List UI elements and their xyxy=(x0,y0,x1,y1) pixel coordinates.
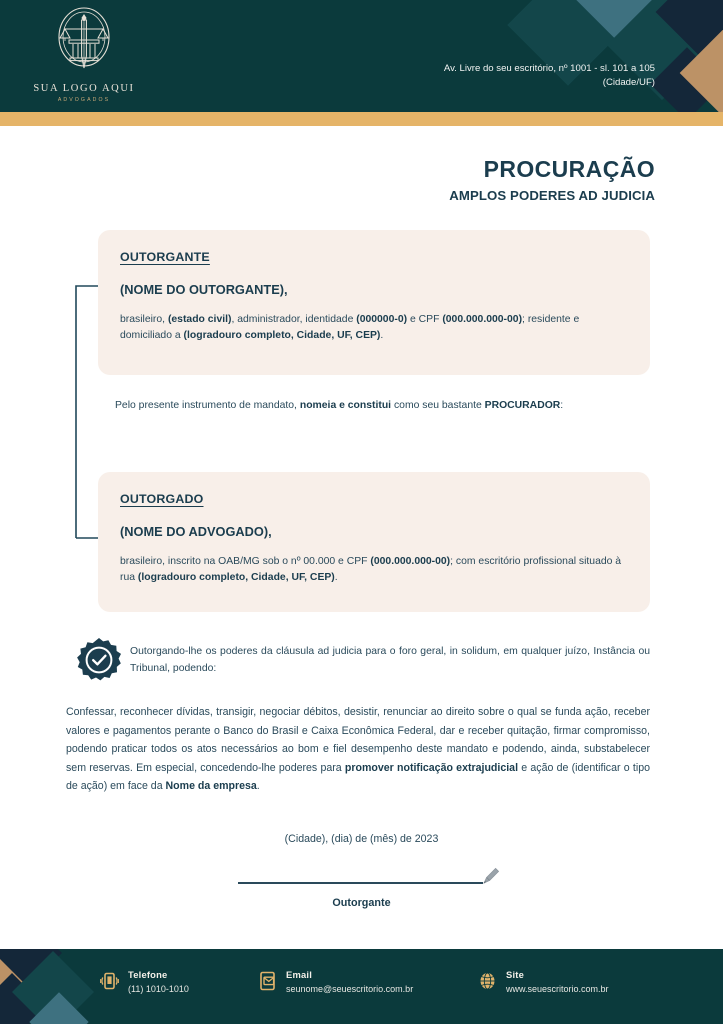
outorgante-heading: OUTORGANTE xyxy=(120,250,210,264)
header-address-line-1: Av. Livre do seu escritório, nº 1001 - sl. 101 a 105 xyxy=(443,63,655,74)
header-diamond-decoration xyxy=(493,0,723,112)
footer-email-label: Email xyxy=(286,969,313,980)
gold-accent-bar xyxy=(0,112,723,126)
outorgante-card xyxy=(98,230,650,375)
logo-name: SUA LOGO AQUI xyxy=(33,83,135,94)
title-block xyxy=(449,156,655,203)
powers-body: Confessar, reconhecer dívidas, transigir, negociar débitos, desistir, renunciar ao direito sobre o qual se funda ação, receber valores e pagamentos perante o Banco do Brasil e Caixa Econômica Federal, dar e receber quitação, firmar compromisso, podendo praticar todos os atos necessários ao bom e fiel desempenho deste mandato e podendo, ainda, substabelecer sem reservas. Em especial, concedendo-lhe poderes para promover notificação extrajudicial e ação de (identificar o tipo de ação) em face da Nome da empresa. xyxy=(66,706,650,792)
email-icon xyxy=(258,970,277,992)
powers-intro: Outorgando-lhe os poderes da cláusula ad judicia para o foro geral, in solidum, em qualquer juízo, Instância ou Tribunal, podendo: xyxy=(130,646,650,674)
phone-icon xyxy=(100,970,119,992)
signature-date: (Cidade), (dia) de (mês) de 2023 xyxy=(284,833,439,845)
footer-email-value: seunome@seuescritorio.com.br xyxy=(286,984,414,994)
footer-contact-phone xyxy=(100,969,189,994)
logo-subtitle: ADVOGADOS xyxy=(57,97,111,103)
page-title: PROCURAÇÃO xyxy=(483,156,655,182)
pen-icon xyxy=(481,866,501,886)
middle-paragraph: Pelo presente instrumento de mandato, nomeia e constitui como seu bastante PROCURADOR: xyxy=(115,400,564,411)
globe-icon xyxy=(478,970,497,992)
signature-label: Outorgante xyxy=(332,897,391,909)
page-header xyxy=(0,0,723,112)
header-address-line-2: (Cidade/UF) xyxy=(602,77,655,88)
outorgado-body: brasileiro, inscrito na OAB/MG sob o nº 00.000 e CPF (000.000.000-00); com escritório profissional situado à rua (logradouro completo, Cidade, UF, CEP). xyxy=(120,556,622,583)
outorgante-body: brasileiro, (estado civil), administrador, identidade (000000-0) e CPF (000.000.000-00); residente e domiciliado a (logradouro completo, Cidade, UF, CEP). xyxy=(120,314,580,341)
page-subtitle: AMPLOS PODERES AD JUDICIA xyxy=(449,188,655,203)
logo xyxy=(24,6,144,103)
footer-phone-label: Telefone xyxy=(128,969,168,980)
outorgado-name: (NOME DO ADVOGADO), xyxy=(120,524,272,539)
seal-check-badge-icon xyxy=(76,638,122,684)
footer-site-value: www.seuescritorio.com.br xyxy=(506,984,609,994)
outorgado-heading: OUTORGADO xyxy=(120,492,204,506)
signature-line xyxy=(238,882,483,884)
footer-contact-email xyxy=(258,969,413,994)
footer-contact-site xyxy=(478,969,609,994)
outorgante-name: (NOME DO OUTORGANTE), xyxy=(120,282,288,297)
scales-sword-logo-icon xyxy=(45,6,123,76)
outorgado-card xyxy=(98,472,650,612)
footer-phone-value: (11) 1010-1010 xyxy=(128,984,189,994)
header-address xyxy=(444,62,655,90)
footer-site-label: Site xyxy=(506,969,524,980)
